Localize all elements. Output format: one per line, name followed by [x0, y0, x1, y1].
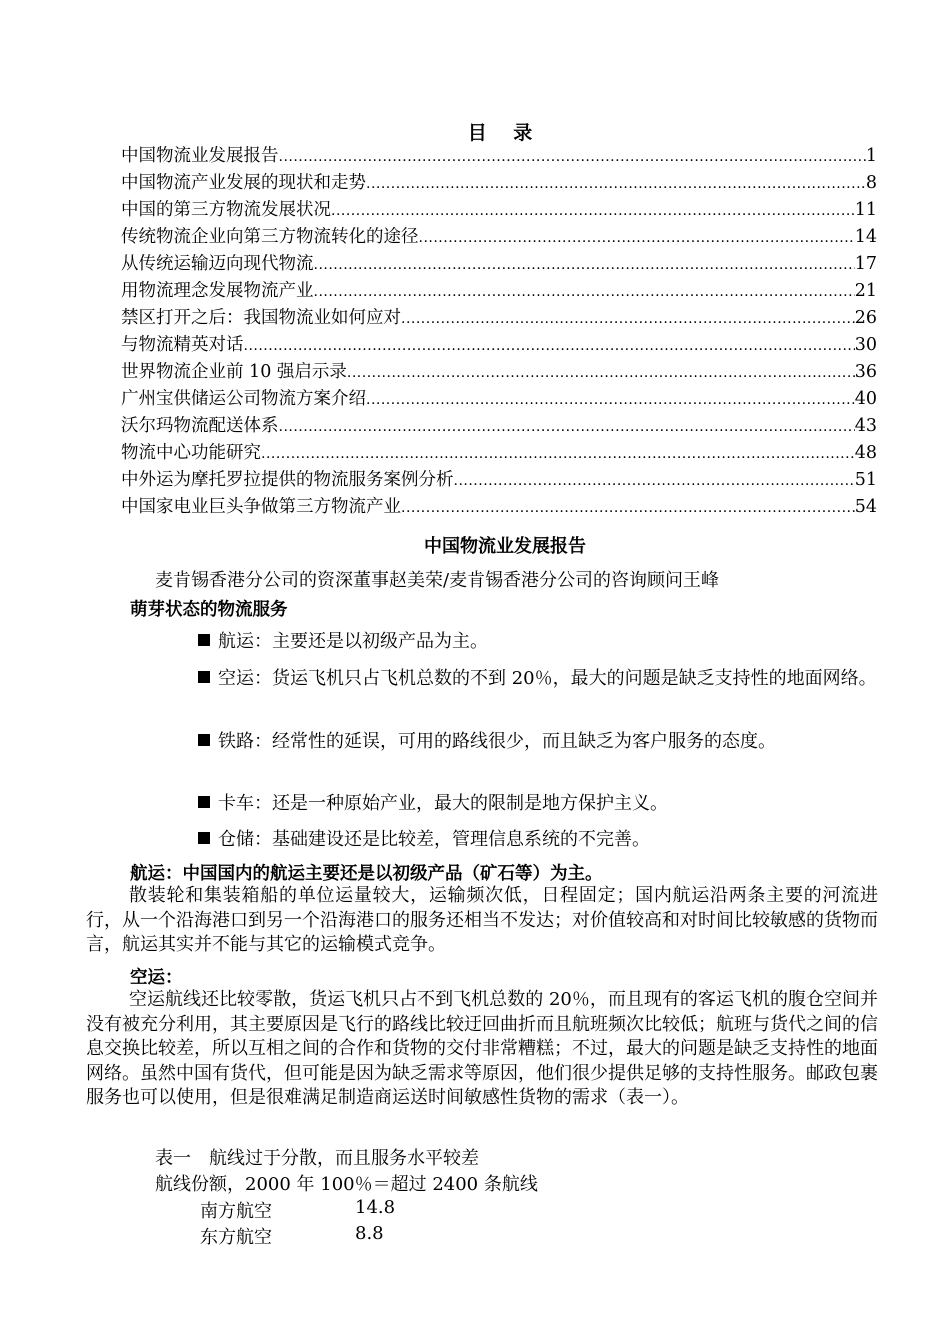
section-heading-shipping: 航运：中国国内的航运主要还是以初级产品（矿石等）为主。	[130, 864, 603, 884]
toc-entry-title: 物流中心功能研究	[121, 443, 261, 463]
toc-entry-title: 中国家电业巨头争做第三方物流产业	[121, 497, 401, 517]
toc-entry-title: 世界物流企业前 10 强启示录	[121, 362, 347, 382]
toc-entry-title: 沃尔玛物流配送体系	[121, 416, 279, 436]
toc-entry[interactable]	[121, 251, 877, 278]
toc-entry-title: 传统物流企业向第三方物流转化的途径	[121, 227, 419, 247]
toc-entry-title: 中国的第三方物流发展状况	[121, 200, 331, 220]
square-bullet-icon	[198, 796, 210, 808]
toc-entry-page: 36	[854, 362, 877, 382]
section-heading-sprouting: 萌芽状态的物流服务	[130, 600, 288, 620]
square-bullet-icon	[198, 734, 210, 746]
paragraph-air: 空运航线还比较零散，货运飞机只占不到飞机总数的 20％，而且现有的客运飞机的腹仓空间并没有被充分利用，其主要原因是飞行的路线比较迂回曲折而且航班频次比较低；航班与货代之间的信息交换比较差，所以互相之间的合作和货物的交付非常糟糕；不过，最大的问题是缺乏支持性的地面网络。虽然中国有货代，但可能是因为缺乏需求等原因，他们很少提供足够的支持性服务。邮政包裹服务也可以使用，但是很难满足制造商运送时间敏感性货物的需求（表一）。	[86, 989, 878, 1109]
toc-entry-page: 14	[854, 227, 877, 247]
toc-entry-title: 广州宝供储运公司物流方案介绍	[121, 389, 366, 409]
toc-leader-dots	[244, 333, 855, 360]
toc-entry-title: 中国物流产业发展的现状和走势	[121, 173, 366, 193]
toc-entry-page: 21	[854, 281, 877, 301]
bullet-item	[155, 627, 877, 656]
table-cell-share: 8.8	[355, 1223, 384, 1244]
toc-entry-page: 26	[854, 308, 877, 328]
toc-entry-page: 11	[854, 200, 877, 220]
toc-leader-dots	[454, 468, 855, 495]
table-caption: 表一 航线过于分散，而且服务水平较差	[155, 1148, 479, 1169]
toc-leader-dots	[314, 252, 855, 279]
toc-entry-page: 17	[854, 254, 877, 274]
toc-entry[interactable]	[121, 197, 877, 224]
toc-leader-dots	[366, 387, 855, 414]
toc-leader-dots	[401, 495, 855, 522]
toc-entry[interactable]	[121, 440, 877, 467]
toc-entry[interactable]	[121, 143, 877, 170]
toc-entry-page: 51	[854, 470, 877, 490]
toc-entry-page: 30	[854, 335, 877, 355]
toc-leader-dots	[347, 360, 855, 387]
toc-entry[interactable]	[121, 305, 877, 332]
toc-leader-dots	[401, 306, 855, 333]
toc-entry-title: 与物流精英对话	[121, 335, 244, 355]
toc-entry[interactable]	[121, 494, 877, 521]
toc-entry-title: 从传统运输迈向现代物流	[121, 254, 314, 274]
report-title: 中国物流业发展报告	[424, 536, 586, 557]
bullet-text: 空运：货运飞机只占飞机总数的不到 20％，最大的问题是缺乏支持性的地面网络。	[218, 668, 877, 689]
toc-title: 目 录	[467, 122, 543, 144]
toc-entry-title: 禁区打开之后：我国物流业如何应对	[121, 308, 401, 328]
toc-leader-dots	[261, 441, 855, 468]
paragraph-shipping: 散装轮和集装箱船的单位运量较大，运输频次低，日程固定；国内航运沿两条主要的河流进行，从一个沿海港口到另一个沿海港口的服务还相当不发达；对价值较高和对时间比较敏感的货物而言，航运其实并不能与其它的运输模式竞争。	[86, 885, 878, 956]
toc-entry-page: 54	[854, 497, 877, 517]
section-heading-air: 空运：	[130, 968, 183, 988]
toc-entry-title: 用物流理念发展物流产业	[121, 281, 314, 301]
bullet-text: 仓储：基础建设还是比较差，管理信息系统的不完善。	[218, 829, 650, 850]
toc-entry-title: 中外运为摩托罗拉提供的物流服务案例分析	[121, 470, 454, 490]
toc-leader-dots	[279, 414, 855, 441]
report-authors: 麦肯锡香港分公司的资深董事赵美荣/麦肯锡香港分公司的咨询顾问王峰	[155, 570, 720, 591]
bullet-item	[155, 789, 877, 818]
toc-entry-title: 中国物流业发展报告	[121, 146, 279, 166]
bullet-text: 航运：主要还是以初级产品为主。	[218, 631, 488, 652]
toc-leader-dots	[279, 144, 866, 171]
bullet-item	[155, 727, 877, 756]
toc-leader-dots	[331, 198, 855, 225]
toc-entry[interactable]	[121, 467, 877, 494]
table-cell-airline: 东方航空	[200, 1227, 272, 1248]
toc-entry[interactable]	[121, 359, 877, 386]
table-subcaption: 航线份额，2000 年 100％＝超过 2400 条航线	[155, 1174, 538, 1195]
square-bullet-icon	[198, 832, 210, 844]
toc-entry[interactable]	[121, 224, 877, 251]
toc-leader-dots	[419, 225, 855, 252]
toc-entry-page: 8	[865, 173, 877, 193]
square-bullet-icon	[198, 671, 210, 683]
toc-entry[interactable]	[121, 278, 877, 305]
bullet-item	[155, 825, 877, 854]
bullet-item	[155, 664, 877, 693]
toc-entry[interactable]	[121, 386, 877, 413]
bullet-text: 卡车：还是一种原始产业，最大的限制是地方保护主义。	[218, 793, 668, 814]
toc-leader-dots	[314, 279, 855, 306]
toc-entry[interactable]	[121, 332, 877, 359]
table-of-contents	[121, 143, 877, 521]
table-cell-airline: 南方航空	[200, 1201, 272, 1222]
toc-entry-page: 1	[865, 146, 877, 166]
bullet-text: 铁路：经常性的延误，可用的路线很少，而且缺乏为客户服务的态度。	[218, 731, 776, 752]
toc-entry-page: 48	[854, 443, 877, 463]
toc-entry[interactable]	[121, 413, 877, 440]
toc-leader-dots	[366, 171, 866, 198]
table-cell-share: 14.8	[355, 1197, 396, 1218]
square-bullet-icon	[198, 634, 210, 646]
toc-entry-page: 43	[854, 416, 877, 436]
toc-entry-page: 40	[854, 389, 877, 409]
toc-entry[interactable]	[121, 170, 877, 197]
